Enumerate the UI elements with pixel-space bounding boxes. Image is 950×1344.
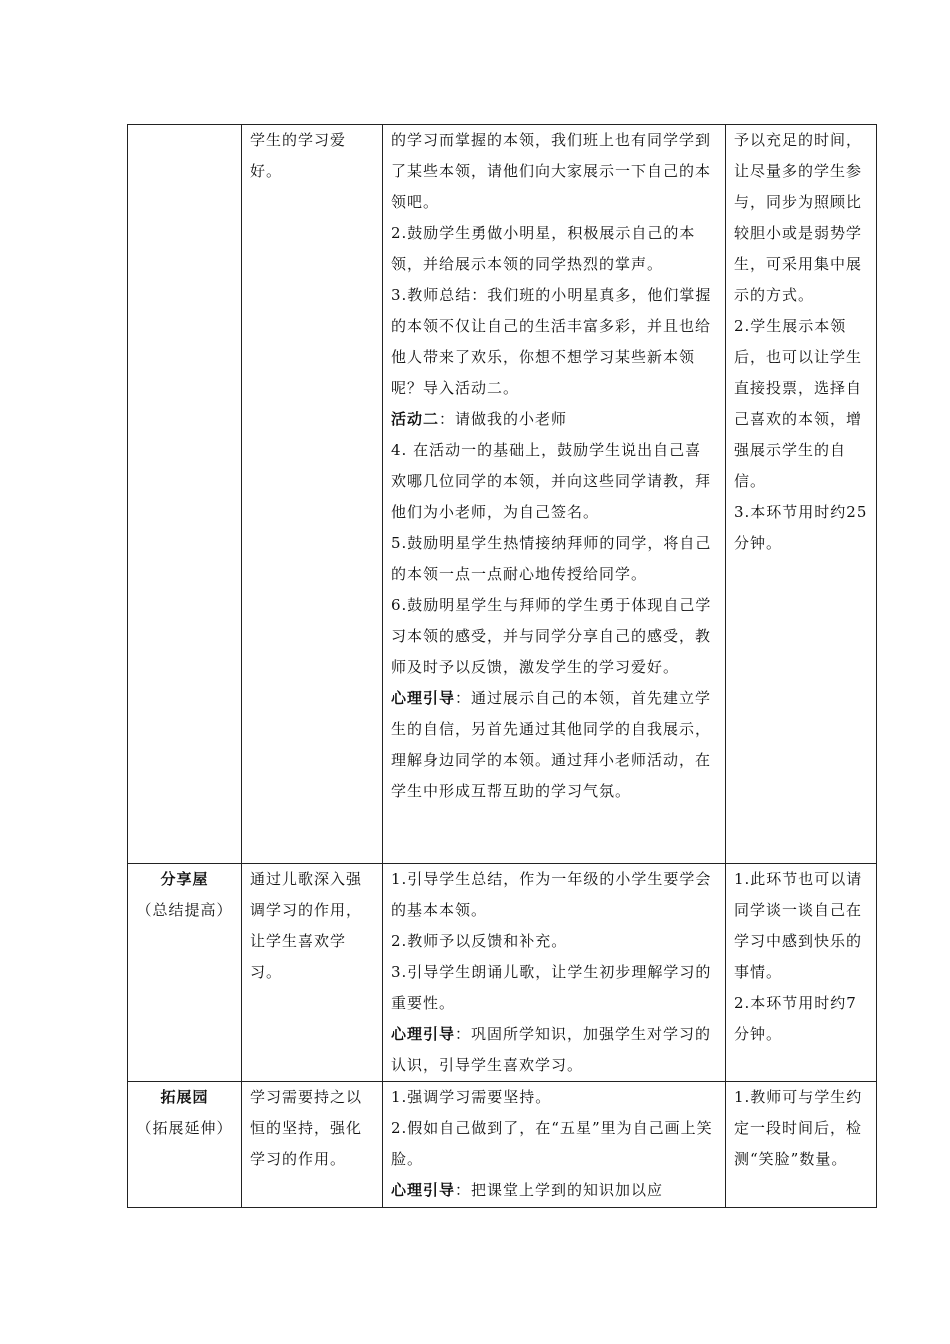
process-item: 6.鼓励明星学生与拜师的学生勇于体现自己学习本领的感受，并与同学分享自己的感受，教师及时予以反馈，激发学生的学习爱好。: [391, 596, 712, 676]
goal-cell: [242, 125, 383, 864]
table-row: [128, 125, 877, 864]
lesson-plan-table: [127, 124, 877, 1208]
process-item: 2.假如自己做到了，在“五星”里为自己画上笑脸。: [391, 1119, 713, 1168]
activity-label: 活动二: [391, 410, 440, 428]
process-item: 1.强调学习需要坚持。: [391, 1088, 552, 1106]
note-item: 2.本环节用时约7分钟。: [734, 994, 857, 1043]
stage-subtitle: （拓展延伸）: [136, 1119, 233, 1137]
stage-title: 拓展园: [160, 1088, 209, 1106]
stage-cell: [128, 125, 242, 864]
process-item: 1.引导学生总结，作为一年级的小学生要学会的基本本领。: [391, 870, 712, 919]
stage-subtitle: （总结提高）: [136, 901, 233, 919]
notes-cell: [726, 1082, 877, 1208]
stage-cell: [128, 1082, 242, 1208]
goal-text: 学生的学习爱好。: [250, 131, 347, 180]
note-item: 予以充足的时间，让尽量多的学生参与，同步为照顾比较胆小或是弱势学生，可采用集中展示的方式。: [734, 131, 863, 304]
table-row: [128, 1082, 877, 1208]
notes-cell: [726, 864, 877, 1082]
process-item: 心理引导：巩固所学知识，加强学生对学习的认识，引导学生喜欢学习。: [391, 1025, 712, 1074]
process-item: 活动二：请做我的小老师: [391, 410, 568, 428]
process-item: 4. 在活动一的基础上，鼓励学生说出自己喜欢哪几位同学的本领，并向这些同学请教，拜他们为小老师，为自己签名。: [391, 441, 712, 521]
goal-cell: [242, 1082, 383, 1208]
stage-cell: [128, 864, 242, 1082]
process-item: 心理引导：把课堂上学到的知识加以应: [391, 1181, 664, 1199]
table-row: [128, 864, 877, 1082]
notes-cell: [726, 125, 877, 864]
goal-cell: [242, 864, 383, 1082]
note-item: 2.学生展示本领后，也可以让学生直接投票，选择自己喜欢的本领，增强展示学生的自信。: [734, 317, 863, 490]
stage-title: 分享屋: [160, 870, 209, 888]
note-item: 1.教师可与学生约定一段时间后，检测“笑脸”数量。: [734, 1088, 863, 1168]
guidance-label: 心理引导: [391, 689, 456, 707]
note-item: 3.本环节用时约25分钟。: [734, 503, 868, 552]
guidance-label: 心理引导: [391, 1025, 456, 1043]
process-cell: [383, 1082, 726, 1208]
process-item: 3.教师总结：我们班的小明星真多，他们掌握的本领不仅让自己的生活丰富多彩，并且也给他人带来了欢乐，你想不想学习某些新本领呢？导入活动二。: [391, 286, 712, 397]
process-item: 5.鼓励明星学生热情接纳拜师的同学，将自己的本领一点一点耐心地传授给同学。: [391, 534, 712, 583]
note-item: 1.此环节也可以请同学谈一谈自己在学习中感到快乐的事情。: [734, 870, 863, 981]
process-item: 2.教师予以反馈和补充。: [391, 932, 568, 950]
process-item: 3.引导学生朗诵儿歌，让学生初步理解学习的重要性。: [391, 963, 712, 1012]
process-cell: [383, 864, 726, 1082]
goal-text: 学习需要持之以恒的坚持，强化学习的作用。: [250, 1088, 363, 1168]
goal-text: 通过儿歌深入强调学习的作用，让学生喜欢学习。: [250, 870, 363, 981]
guidance-label: 心理引导: [391, 1181, 456, 1199]
process-item: 心理引导：通过展示自己的本领，首先建立学生的自信，另首先通过其他同学的自我展示，理解身边同学的本领。通过拜小老师活动，在学生中形成互帮互助的学习气氛。: [391, 689, 712, 800]
process-item: 2.鼓励学生勇做小明星，积极展示自己的本领，并给展示本领的同学热烈的掌声。: [391, 224, 696, 273]
process-item: 的学习而掌握的本领，我们班上也有同学学到了某些本领，请他们向大家展示一下自己的本领吧。: [391, 131, 712, 211]
process-cell: [383, 125, 726, 864]
